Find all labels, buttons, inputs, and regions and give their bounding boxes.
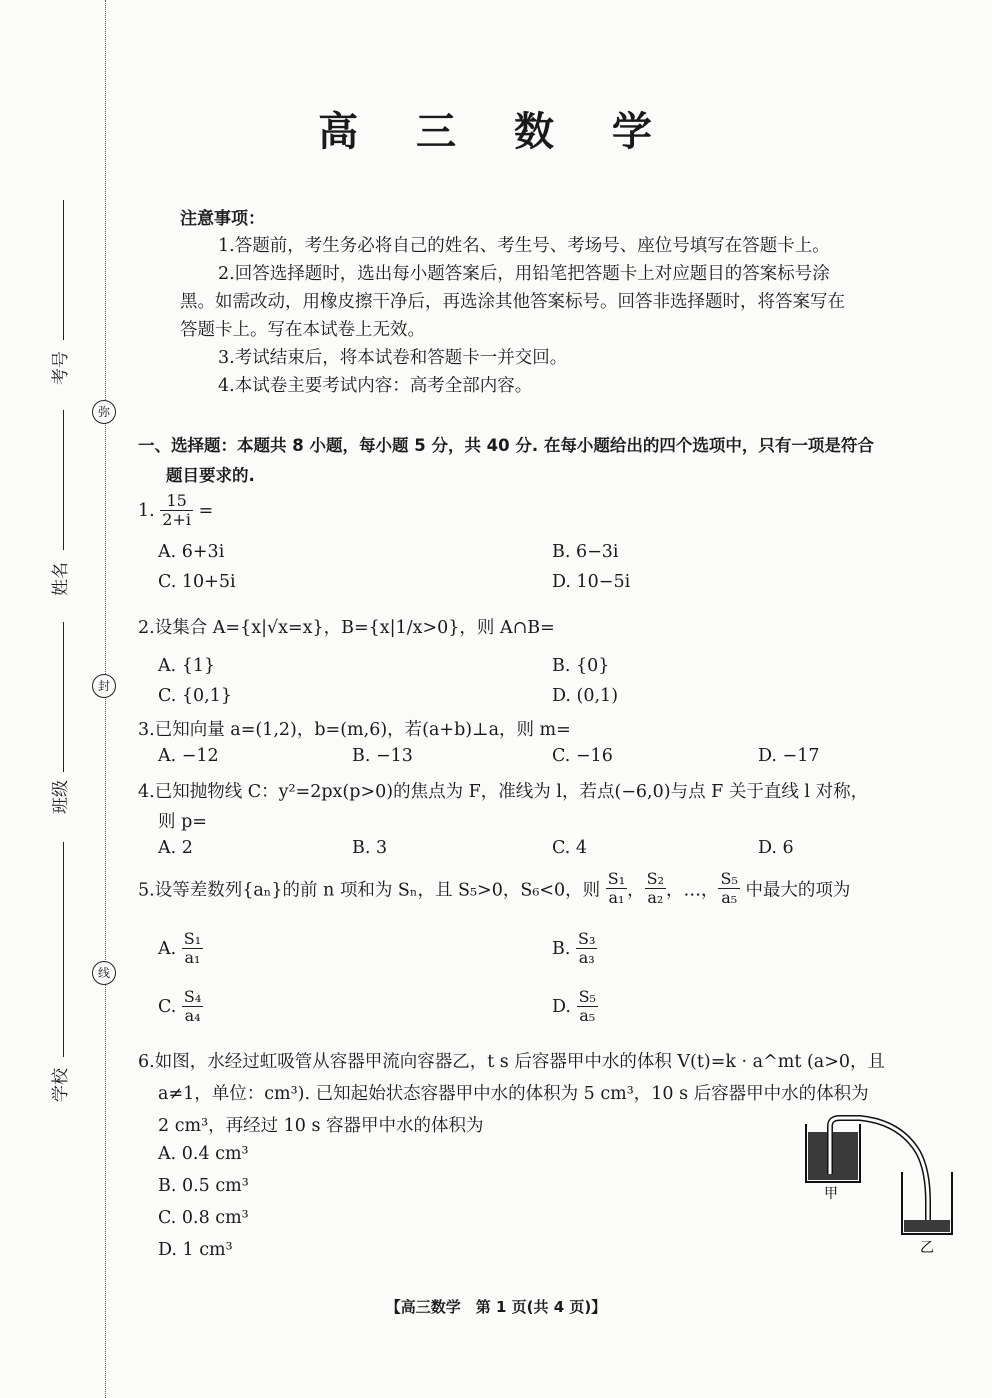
kaohao-rule	[63, 200, 64, 340]
q5-option-b-den: a₃	[578, 948, 595, 968]
q2-option-d: D. (0,1)	[552, 686, 619, 706]
q3-option-d: D. −17	[758, 746, 820, 766]
q2-option-b: B. {0}	[552, 656, 610, 676]
q6-option-a: A. 0.4 cm³	[158, 1144, 249, 1164]
q2-option-a: A. {1}	[158, 656, 216, 676]
container-yi-water	[904, 1220, 950, 1232]
q5-option-a	[158, 930, 203, 968]
q3-option-a: A. −12	[158, 746, 219, 766]
q3-stem: 3.已知向量 a=(1,2)，b=(m,6)，若(a+b)⊥a，则 m=	[138, 720, 571, 740]
q2-option-c: C. {0,1}	[158, 686, 232, 706]
q5-option-a-den: a₁	[184, 948, 201, 968]
q5-frac-2-den: a₂	[647, 888, 664, 908]
siphon-diagram	[800, 1112, 960, 1257]
notice-item-3: 3.考试结束后，将本试卷和答题卡一并交回。	[218, 348, 568, 368]
seal-mark-xian: 线	[92, 961, 116, 985]
xingming-label: 姓名	[51, 562, 71, 596]
q5-frac-5-num: S₅	[720, 869, 738, 888]
xuexiao-label: 学校	[51, 1068, 71, 1102]
q5-option-d	[552, 988, 598, 1026]
q4-option-d: D. 6	[758, 838, 794, 858]
q2-stem: 2.设集合 A={x|√x=x}，B={x|1/x>0}，则 A∩B=	[138, 618, 555, 638]
q4-option-c: C. 4	[552, 838, 588, 858]
notice-item-2c: 答题卡上。写在本试卷上无效。	[180, 320, 425, 340]
q1-frac-den: 2+i	[162, 510, 191, 530]
binding-dotted-line	[105, 0, 106, 1398]
notice-item-2b: 黑。如需改动，用橡皮擦干净后，再选涂其他答案标号。回答非选择题时，将答案写在	[180, 292, 845, 312]
seal-mark-feng: 封	[92, 674, 116, 698]
q3-option-b: B. −13	[352, 746, 413, 766]
notice-item-2a: 2.回答选择题时，选出每小题答案后，用铅笔把答题卡上对应题目的答案标号涂	[218, 264, 830, 284]
q1-option-a: A. 6+3i	[158, 542, 225, 562]
section1-heading-line2: 题目要求的.	[166, 466, 255, 485]
q6-option-c: C. 0.8 cm³	[158, 1208, 249, 1228]
q1-stem	[138, 492, 213, 530]
q5-option-c-frac	[182, 988, 203, 1026]
q5-frac-5	[718, 870, 739, 908]
q5-option-d-label: D.	[552, 996, 571, 1017]
notice-item-4: 4.本试卷主要考试内容：高考全部内容。	[218, 376, 533, 396]
q6-stem-line3: 2 cm³，再经过 10 s 容器甲中水的体积为	[158, 1116, 484, 1136]
q1-number: 1.	[138, 500, 155, 521]
q5-stem-b: 中最大的项为	[745, 880, 851, 901]
page-title: 高 三 数 学	[318, 109, 674, 155]
xuexiao-rule	[63, 842, 64, 1057]
q1-fraction	[160, 492, 193, 530]
q5-frac-1-num: S₁	[607, 869, 626, 888]
q5-stem: 5.设等差数列{aₙ}的前 n 项和为 Sₙ，且 S₅>0，S₆<0，则 $\frac{\text{S₁}}{\text{a₁}}$ ， $\frac{\text{S₂}}{\text{a₂}}$ ，…， $\frac{\text{S₅}}{\text{a₅}}$ 中最大的项为	[138, 869, 851, 908]
label-jia: 甲	[824, 1186, 838, 1202]
q5-option-c	[158, 988, 203, 1026]
q1-equals: =	[198, 500, 214, 521]
notice-heading: 注意事项：	[180, 209, 265, 229]
page-footer: 【高三数学 第 1 页(共 4 页)】	[385, 1298, 607, 1316]
q5-option-b-frac	[576, 930, 597, 968]
banji-rule	[63, 622, 64, 772]
q5-frac-2	[645, 870, 666, 908]
label-yi: 乙	[920, 1240, 934, 1256]
q6-stem-line2: a≠1，单位：cm³). 已知起始状态容器甲中水的体积为 5 cm³，10 s 后容器甲中水的体积为	[158, 1084, 869, 1104]
q6-stem-line1: 6.如图，水经过虹吸管从容器甲流向容器乙，t s 后容器甲中水的体积 V(t)=k · a^mt (a>0，且	[138, 1052, 886, 1072]
kaohao-label: 考号	[51, 351, 71, 385]
notice-item-1: 1.答题前，考生务必将自己的姓名、考生号、考场号、座位号填写在答题卡上。	[218, 236, 830, 256]
q4-stem-line1: 4.已知抛物线 C：y²=2px(p>0)的焦点为 F，准线为 l，若点(−6,0)与点 F 关于直线 l 对称，	[138, 782, 869, 802]
q5-option-d-den: a₅	[579, 1006, 596, 1026]
q5-ellipsis: ，…，	[665, 880, 719, 901]
q6-option-d: D. 1 cm³	[158, 1240, 233, 1260]
q5-option-a-label: A.	[158, 938, 177, 959]
q5-option-b-num: S₃	[578, 929, 596, 948]
q6-option-b: B. 0.5 cm³	[158, 1176, 249, 1196]
q4-option-b: B. 3	[352, 838, 388, 858]
q5-option-c-den: a₄	[184, 1006, 201, 1026]
q1-frac-num: 15	[160, 492, 193, 511]
q5-frac-1	[606, 870, 627, 908]
q4-option-a: A. 2	[158, 838, 193, 858]
q3-option-c: C. −16	[552, 746, 613, 766]
section1-heading-line1: 一、选择题：本题共 8 小题，每小题 5 分，共 40 分. 在每小题给出的四个选项中，只有一项是符合	[138, 436, 874, 455]
xingming-rule	[63, 410, 64, 550]
q5-option-c-num: S₄	[183, 987, 202, 1006]
q5-option-b-label: B.	[552, 938, 571, 959]
q1-option-c: C. 10+5i	[158, 572, 236, 592]
q1-option-d: D. 10−5i	[552, 572, 631, 592]
q5-option-a-frac	[182, 930, 203, 968]
q4-stem-line2: 则 p=	[158, 812, 207, 832]
q1-option-b: B. 6−3i	[552, 542, 619, 562]
q5-frac-5-den: a₅	[721, 888, 738, 908]
seal-mark-mi: 弥	[92, 400, 116, 424]
q5-stem-a: 5.设等差数列{aₙ}的前 n 项和为 Sₙ，且 S₅>0，S₆<0，则	[138, 880, 601, 901]
q5-option-a-num: S₁	[183, 929, 202, 948]
banji-label: 班级	[51, 780, 71, 814]
q5-frac-2-num: S₂	[646, 869, 664, 888]
q5-option-d-frac	[577, 988, 598, 1026]
q5-option-b	[552, 930, 597, 968]
q5-option-c-label: C.	[158, 996, 177, 1017]
q5-frac-1-den: a₁	[608, 888, 625, 908]
q5-option-d-num: S₅	[578, 987, 596, 1006]
